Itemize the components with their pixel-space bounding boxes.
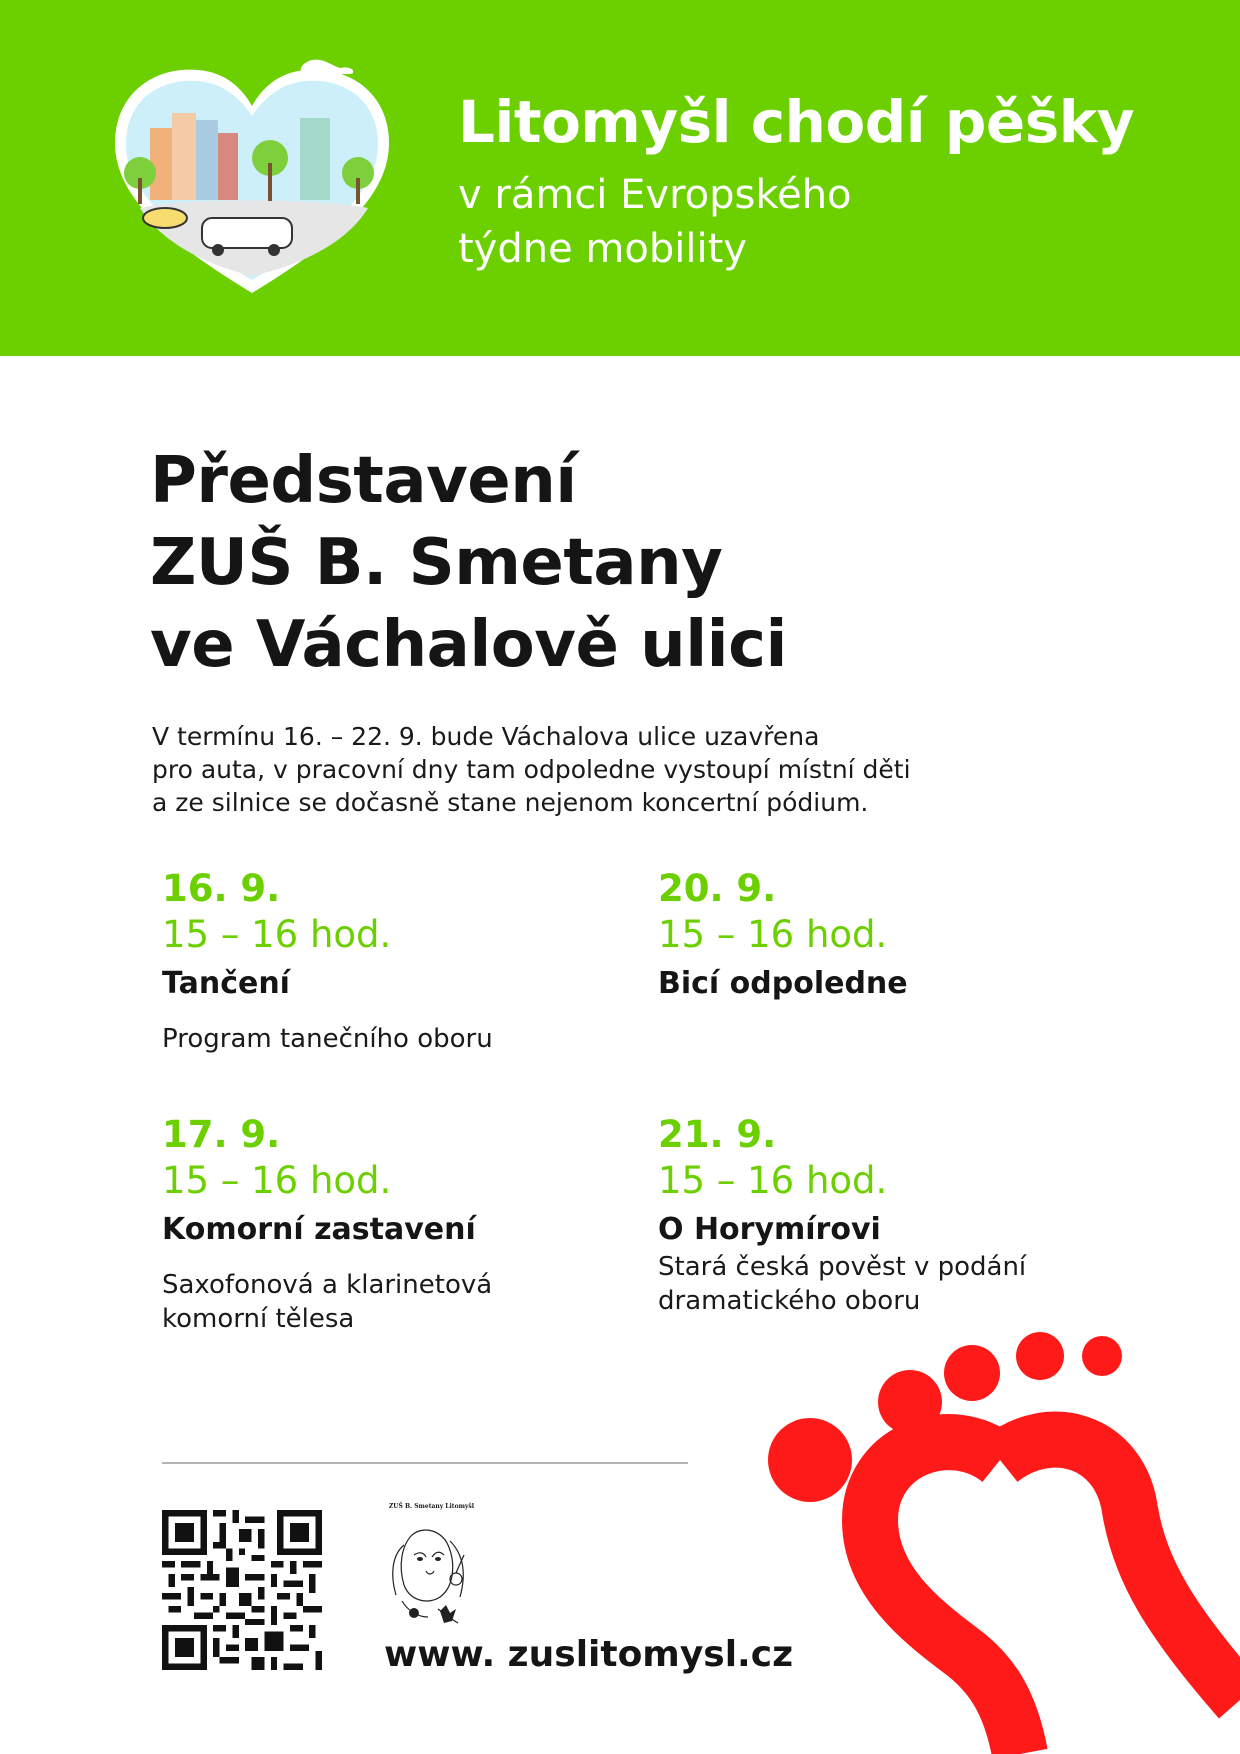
page-title-line1: Představení <box>150 444 577 518</box>
event-block <box>162 1112 632 1336</box>
event-block <box>162 866 632 1056</box>
red-footprint-heart-icon <box>750 1320 1240 1754</box>
event-description-line2: dramatického oboru <box>658 1286 921 1316</box>
page-title-line3: ve Váchalově ulici <box>150 608 787 682</box>
event-time: 15 – 16 hod. <box>658 1159 888 1202</box>
divider <box>162 1462 688 1464</box>
header-subtitle-line1: v rámci Evropského <box>458 172 852 218</box>
page-title <box>150 440 787 686</box>
event-description <box>162 1268 632 1336</box>
event-name: O Horymírovi <box>658 1212 881 1247</box>
event-description-line1: Program tanečního oboru <box>162 1024 493 1054</box>
event-date: 16. 9. <box>162 867 281 910</box>
event-time: 15 – 16 hod. <box>658 913 888 956</box>
school-logo-text: ZUŠ B. Smetany Litomyšl <box>388 1503 475 1510</box>
website-link[interactable]: www. zuslitomysl.cz <box>384 1634 794 1675</box>
heart-town-logo-icon <box>110 58 395 298</box>
event-time: 15 – 16 hod. <box>162 1159 392 1202</box>
event-time: 15 – 16 hod. <box>162 913 392 956</box>
event-date: 17. 9. <box>162 1113 281 1156</box>
event-description-line2: komorní tělesa <box>162 1304 355 1334</box>
header-subtitle <box>458 168 852 276</box>
intro-line1: V termínu 16. – 22. 9. bude Váchalova ulice uzavřena <box>152 722 820 751</box>
event-description-line1: Stará česká pověst v podání <box>658 1252 1027 1282</box>
school-logo-icon <box>384 1505 474 1630</box>
event-description-line1: Saxofonová a klarinetová <box>162 1270 493 1300</box>
event-description <box>162 1022 632 1056</box>
event-date: 20. 9. <box>658 867 777 910</box>
page-title-line2: ZUŠ B. Smetany <box>150 526 723 600</box>
event-name: Bicí odpoledne <box>658 966 908 1001</box>
intro-line2: pro auta, v pracovní dny tam odpoledne vystoupí místní děti <box>152 755 911 784</box>
event-description <box>658 1250 1128 1318</box>
header-title: Litomyšl chodí pěšky <box>458 88 1135 156</box>
intro-paragraph <box>152 720 952 819</box>
event-block <box>658 1112 1128 1318</box>
header-banner <box>0 0 1240 356</box>
qr-code-icon[interactable] <box>162 1510 322 1670</box>
event-block <box>658 866 1128 1004</box>
intro-line3: a ze silnice se dočasně stane nejenom koncertní pódium. <box>152 788 869 817</box>
event-name: Komorní zastavení <box>162 1212 476 1247</box>
event-name: Tančení <box>162 966 290 1001</box>
event-date: 21. 9. <box>658 1113 777 1156</box>
header-subtitle-line2: týdne mobility <box>458 226 747 272</box>
